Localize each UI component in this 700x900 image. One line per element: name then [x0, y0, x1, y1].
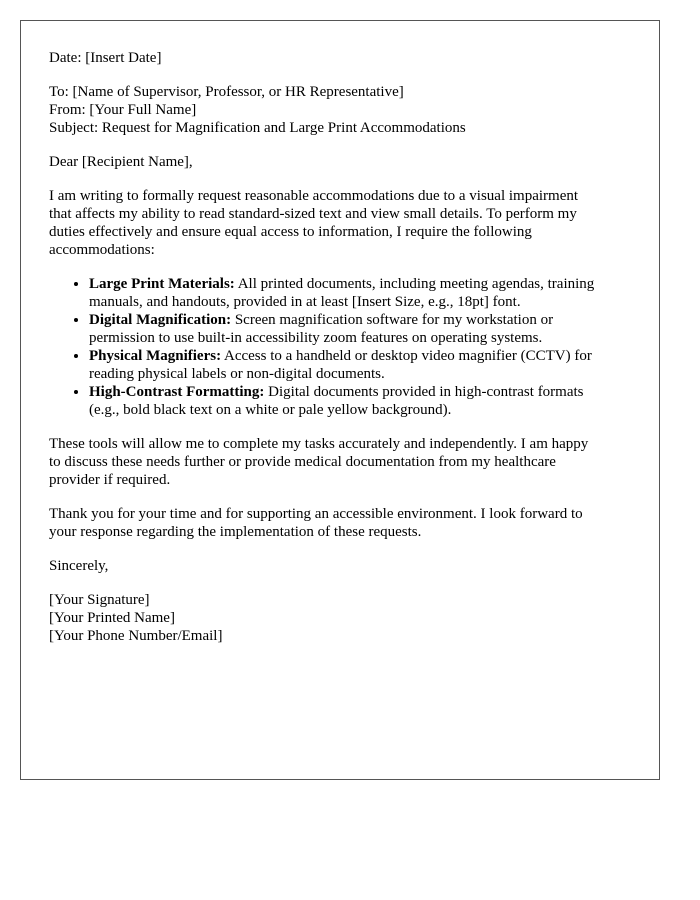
accommodation-text: Digital documents provided in high-contrast formats	[264, 384, 584, 400]
accommodation-item-large-print	[89, 275, 635, 311]
intro-line: I am writing to formally request reasonable accommodations due to a visual impairment	[49, 188, 579, 204]
salutation	[49, 153, 635, 171]
closing-line: Sincerely,	[49, 558, 109, 574]
subject-line: Subject: Request for Magnification and Large Print Accommodations	[49, 120, 466, 136]
intro-line: accommodations:	[49, 242, 155, 258]
tools-line: provider if required.	[49, 472, 171, 488]
salutation-line: Dear [Recipient Name],	[49, 154, 193, 170]
date-line: Date: [Insert Date]	[49, 50, 162, 66]
accommodation-text: Screen magnification software for my workstation or	[231, 312, 554, 328]
signature-line: [Your Signature]	[49, 592, 150, 608]
date-block	[49, 49, 635, 67]
contact-line: [Your Phone Number/Email]	[49, 628, 223, 644]
tools-line: These tools will allow me to complete my tasks accurately and independently. I am happy	[49, 436, 589, 452]
accommodation-text: Access to a handheld or desktop video magnifier (CCTV) for	[221, 348, 592, 364]
accommodation-title: Large Print Materials:	[89, 276, 235, 292]
accommodation-item-high-contrast	[89, 383, 635, 419]
signature-block	[49, 591, 635, 645]
intro-line: that affects my ability to read standard-sized text and view small details. To perform my	[49, 206, 577, 222]
accommodation-title: High-Contrast Formatting:	[89, 384, 265, 400]
accommodation-text: reading physical labels or non-digital documents.	[89, 366, 385, 382]
tools-line: to discuss these needs further or provide medical documentation from my healthcare	[49, 454, 556, 470]
accommodation-item-physical-magnifiers	[89, 347, 635, 383]
closing	[49, 557, 635, 575]
letter-frame	[20, 20, 660, 780]
printed-name-line: [Your Printed Name]	[49, 610, 175, 626]
tools-paragraph	[49, 435, 635, 489]
accommodation-title: Digital Magnification:	[89, 312, 232, 328]
from-line: From: [Your Full Name]	[49, 102, 197, 118]
letter-body	[49, 49, 635, 661]
thanks-paragraph	[49, 505, 635, 541]
accommodation-text: manuals, and handouts, provided in at least [Insert Size, e.g., 18pt] font.	[89, 294, 521, 310]
accommodation-text: permission to use built-in accessibility zoom features on operating systems.	[89, 330, 543, 346]
accommodation-item-digital-magnification	[89, 311, 635, 347]
address-block	[49, 83, 635, 137]
intro-line: duties effectively and ensure equal access to information, I require the following	[49, 224, 532, 240]
accommodation-text: All printed documents, including meeting agendas, training	[234, 276, 595, 292]
accommodation-text: (e.g., bold black text on a white or pale yellow background).	[89, 402, 452, 418]
accommodations-list	[49, 275, 635, 419]
thanks-line: Thank you for your time and for supporting an accessible environment. I look forward to	[49, 506, 583, 522]
thanks-line: your response regarding the implementation of these requests.	[49, 524, 422, 540]
to-line: To: [Name of Supervisor, Professor, or HR Representative]	[49, 84, 404, 100]
accommodation-title: Physical Magnifiers:	[89, 348, 222, 364]
intro-paragraph	[49, 187, 635, 259]
